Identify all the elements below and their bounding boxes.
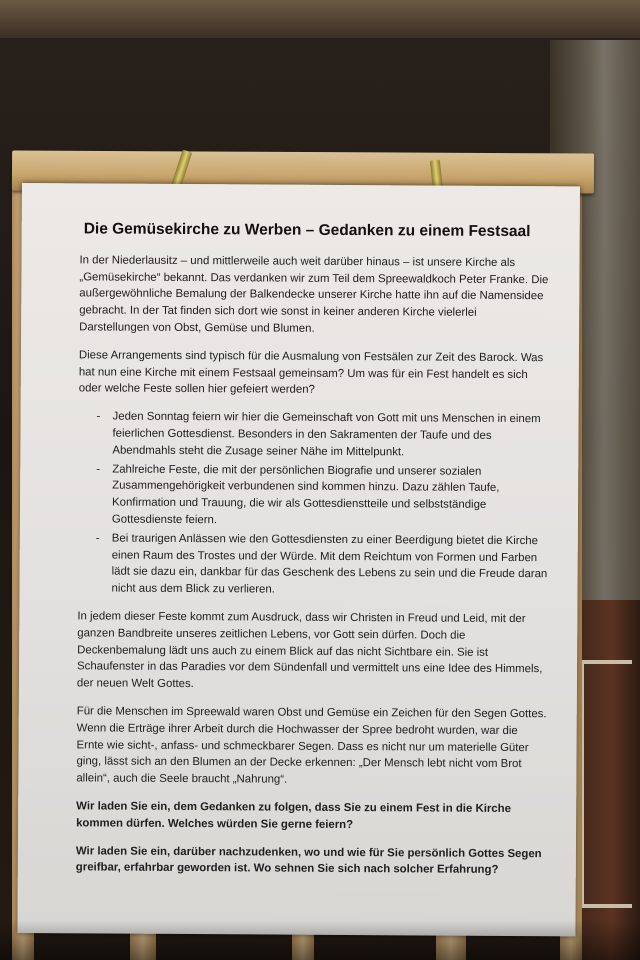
- poster-paragraph: In der Niederlausitz – und mittlerweile auch weit darüber hinaus – ist unsere Kirche als „Gemüsekirche“ bekannt. Das verdanken wir zum Teil dem Spreewaldkoch Peter Franke. Die außergewöhnliche Bemalung der Balkendecke unserer Kirche hatte ihn auf die Namensidee gebracht. In der Tat finden sich dort wie sonst in keiner anderen Kirche vielerlei Darstellungen von Obst, Gemüse und Blumen.: [79, 254, 549, 335]
- poster-invitation: Wir laden Sie ein, dem Gedanken zu folgen, dass Sie zu einem Fest in die Kirche kommen dürfen. Welches würden Sie gerne feiern?: [76, 800, 511, 831]
- poster-paragraph: Diese Arrangements sind typisch für die Ausmalung von Festsälen zur Zeit des Barock. Was hat nun eine Kirche mit einem Festsaal gemeinsam? Um was für ein Fest handelt es sich oder welche Feste sollen hier gefeiert werden?: [78, 349, 544, 397]
- poster-content: [76, 221, 550, 890]
- poster-list: [77, 409, 548, 601]
- poster-invitation: Wir laden Sie ein, darüber nachzudenken, wo und wie für Sie persönlich Gottes Segen greifbar, erfahrbar geworden ist. Wo sehnen Sie sich nach solcher Erfahrung?: [75, 844, 542, 877]
- poster-title: Die Gemüsekirche zu Werben – Gedanken zu einem Festsaal: [83, 220, 531, 241]
- list-item-text: Zahlreiche Feste, die mit der persönlichen Biografie und unserer sozialen Zusammengehörigkeit verbundenen sind kommen hinzu. Dazu zählen Taufe, Konfirmation und Trauung, die wir als Gottesdienstteile und selbstständige Gottesdienste feiern.: [111, 463, 500, 527]
- list-item-text: Bei traurigen Anlässen wie den Gottesdiensten zu einer Beerdigung bietet die Kirche einen Raum des Trostes und der Würde. Mit dem Reichtum von Formen und Farben lädt sie dazu ein, dankbar für das Geschenk des Lebens zu sein und die Freude daran nicht aus dem Blick zu verlieren.: [111, 532, 548, 596]
- list-item: [77, 530, 547, 600]
- poster-paragraph: Für die Menschen im Spreewald waren Obst und Gemüse ein Zeichen für den Segen Gottes. Wenn die Erträge ihrer Arbeit durch die Hochwasser der Spree bedroht wurden, war die Ernte wie sicht-, anfass- und schmeckbarer Segen. Dass es nicht nur um materielle Güter ging, lässt sich an den Blumen an der Decke erkennen: „Der Mensch lebt nicht vom Brot allein“, auch die Seele braucht „Nahrung“.: [76, 705, 547, 786]
- floor-shadow: [0, 920, 640, 960]
- list-item: [78, 461, 548, 531]
- list-item: [78, 409, 548, 462]
- list-marker: -: [96, 410, 101, 423]
- list-marker: -: [95, 532, 100, 545]
- poster-paragraph: In jedem dieser Feste kommt zum Ausdruck, dass wir Christen in Freud und Leid, mit der ganzen Bandbreite unseres zeitlichen Lebens, vor Gott sein dürfen. Doch die Deckenbemalung lädt uns auch zu einem Blick auf das nicht Sichtbare ein. Sie ist Schaufenster in das Paradies vor dem Sündenfall und vermittelt uns eine Idee des Himmels, der neuen Welt Gottes.: [76, 610, 543, 691]
- list-marker: -: [96, 463, 101, 476]
- list-item-text: Jeden Sonntag feiern wir hier die Gemeinschaft von Gott mit uns Menschen in einem feierlichen Gottesdienst. Besonders in den Sakramenten der Taufe und des Abendmahls steht die Zusage seiner Nähe im Mittelpunkt.: [112, 410, 541, 459]
- background-frame: [580, 660, 632, 908]
- ceiling-beam: [0, 0, 640, 38]
- poster-sheet: [17, 183, 580, 936]
